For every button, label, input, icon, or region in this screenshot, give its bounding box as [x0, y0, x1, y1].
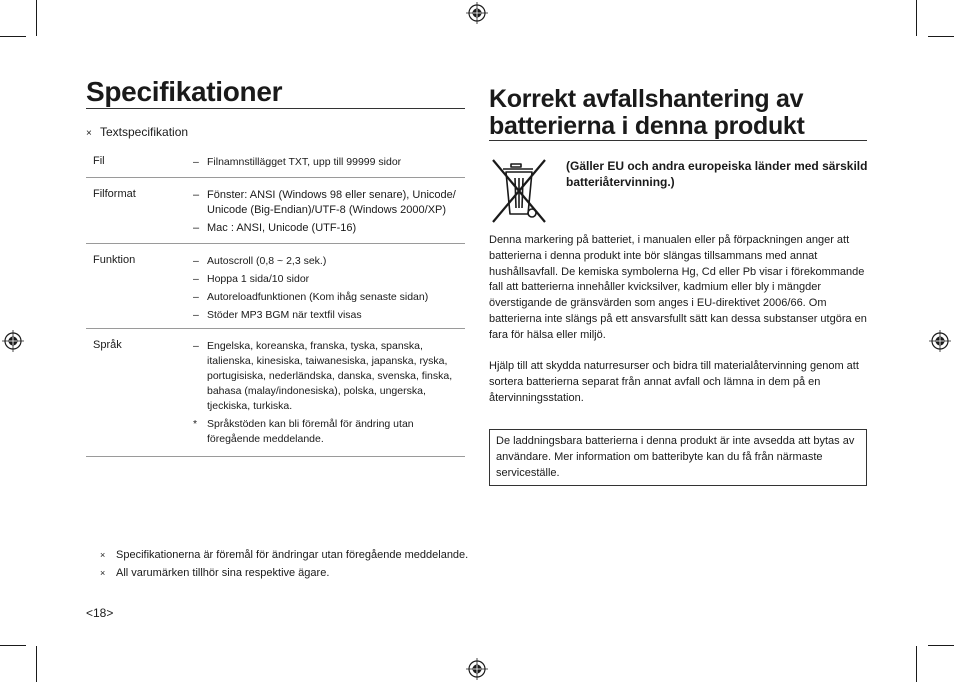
spec-key: Filformat [93, 188, 136, 200]
spec-line: – Stöder MP3 BGM när textfil visas [193, 309, 362, 321]
spec-line: – Autoreloadfunktionen (Kom ihåg senaste sidan) [193, 291, 429, 303]
crop-mark [928, 36, 954, 37]
spec-table [86, 145, 465, 457]
spec-line: – Fönster: ANSI (Windows 98 eller senare), Unicode/ Unicode (Big-Endian)/UTF-8 (Windows 2000/XP) [193, 189, 456, 216]
title-rule [489, 140, 867, 141]
notice-box: De laddningsbara batterierna i denna produkt är inte avsedda att bytas av användare. Mer information om batteribyte kan du få från närmaste serviceställe. [489, 429, 867, 486]
spec-key: Funktion [93, 254, 136, 266]
spec-values [193, 188, 463, 239]
section-title: Korrekt avfallshantering av batterierna i denna produkt [489, 85, 805, 140]
crop-mark [36, 0, 37, 36]
crossed-out-wheelie-bin-icon [489, 158, 551, 224]
spec-key: Fil [93, 155, 105, 167]
registration-mark-icon [929, 330, 951, 352]
paragraph: Denna markering på batteriet, i manualen eller på förpackningen anger att batterierna i denna produkt inte bör slängas tillsammans med annat hushållsavfall. De kemiska symbolerna Hg, Cd eller Pb visar i förekommande fall att batterierna innehåller kvicksilver, kadmium eller bly i mängder överstigande de gränsvärden som anges i EU-direktivet 2006/66. Om batterierna inte slängs på ett ansvarsfullt sätt kan dessa substanser utgöra en fara för hälsa eller miljö. [489, 234, 867, 341]
crop-mark [36, 646, 37, 682]
spec-line: – Autoscroll (0,8 ~ 2,3 sek.) [193, 255, 327, 267]
title-rule [86, 108, 465, 109]
crop-mark [0, 36, 26, 37]
spec-line: – Mac : ANSI, Unicode (UTF-16) [193, 222, 357, 234]
footnote: × All varumärken tillhör sina respektive ägare. [100, 567, 330, 579]
paragraph: Hjälp till att skydda naturresurser och bidra till materialåtervinning genom att sortera batterierna separat från annat avfall och lämna in dem på en återvinningsstation. [489, 360, 859, 404]
table-row [86, 178, 465, 244]
crop-mark [916, 0, 917, 36]
footnotes [100, 546, 468, 582]
crop-mark [928, 645, 954, 646]
spec-values [193, 155, 463, 173]
spec-values [193, 339, 463, 450]
registration-mark-icon [466, 658, 488, 680]
section-heading [86, 125, 188, 139]
registration-mark-icon [2, 330, 24, 352]
page-title: Specifikationer [86, 76, 283, 107]
eu-note: (Gäller EU och andra europeiska länder med särskild batteriåtervinning.) [566, 159, 868, 189]
registration-mark-icon [466, 2, 488, 24]
bullet-mark: × [86, 128, 92, 139]
page-number: <18> [86, 606, 114, 620]
table-row [86, 244, 465, 329]
table-row [86, 145, 465, 178]
footnote: × Specifikationerna är föremål för ändringar utan föregående meddelande. [100, 549, 469, 561]
table-row [86, 329, 465, 457]
spec-line: – Filnamnstillägget TXT, upp till 99999 sidor [193, 156, 402, 168]
crop-mark [0, 645, 26, 646]
spec-key: Språk [93, 339, 122, 351]
crop-mark [916, 646, 917, 682]
spec-line: – Hoppa 1 sida/10 sidor [193, 273, 310, 285]
spec-values [193, 254, 463, 326]
spec-line: * Språkstöden kan bli föremål för ändring utan föregående meddelande. [193, 418, 414, 445]
section-label: Textspecifikation [100, 125, 189, 139]
spec-line: – Engelska, koreanska, franska, tyska, spanska, italienska, kinesiska, taiwanesiska, japanska, ryska, portugisiska, nederländska, danska, svenska, finska, bahasa (malay/indonesiska), polska, ungerska, tjeckiska, turkiska. [193, 340, 453, 412]
